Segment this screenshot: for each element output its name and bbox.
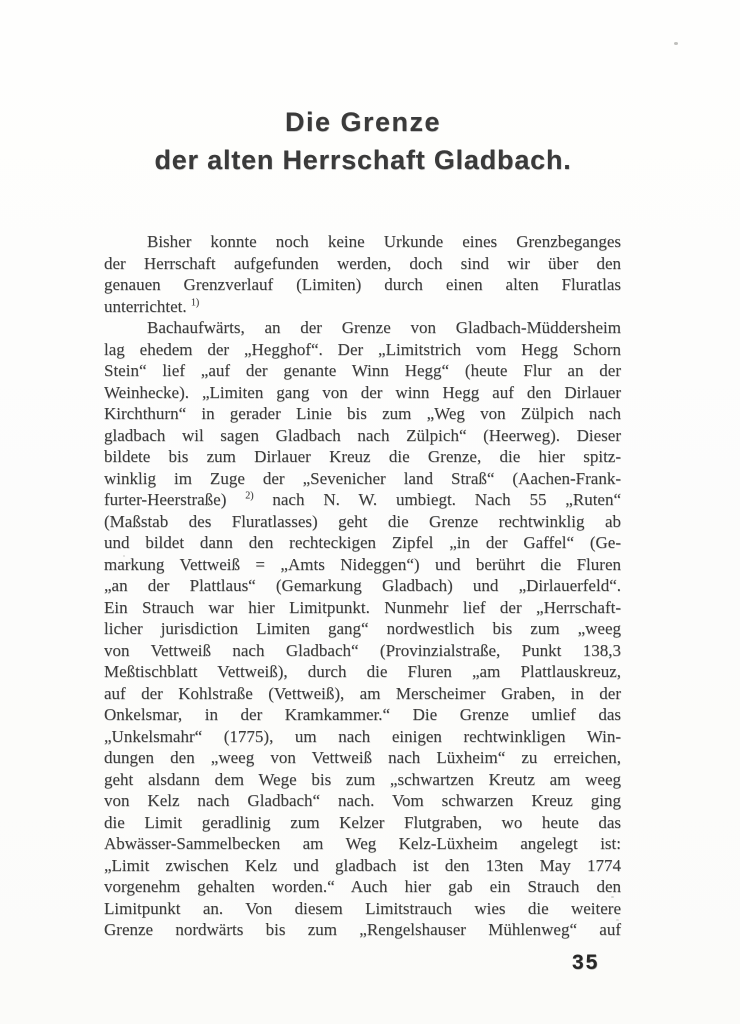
- text-line: vorgenehm gehalten worden.“ Auch hier gab ein Strauch den: [104, 877, 621, 896]
- text-line: „Unkelsmahr“ (1775), um nach einigen rechtwinkligen Win-: [104, 726, 621, 746]
- footnote-marker: 1): [190, 296, 200, 308]
- text-line: „an der Plattlaus“ (Gemarkung Gladbach) und „Dirlauerfeld“.: [104, 576, 621, 595]
- text-line: Stein“ lief „auf der genante Winn Hegg“ (heute Flur an der: [104, 361, 621, 380]
- page-title: [104, 103, 622, 179]
- text-line: winklig im Zuge der „Sevenicher land Straß“ (Aachen-Frank-: [104, 468, 621, 488]
- text-line: Onkelsmar, in der Kramkammer.“ Die Grenze umlief das: [104, 705, 621, 724]
- text-line: Meßtischblatt Vettweiß), durch die Fluren „am Plattlauskreuz,: [104, 662, 621, 681]
- scan-speck: [674, 42, 678, 45]
- text-line: Grenze nordwärts bis zum „Rengelshauser Mühlenweg“ auf: [104, 920, 621, 939]
- text-line: Ein Strauch war hier Limitpunkt. Nunmehr lief der „Herrschaft-: [104, 597, 621, 617]
- page-number: 35: [572, 951, 600, 974]
- text-line: Limitpunkt an. Von diesem Limitstrauch wies die weitere: [104, 898, 621, 918]
- text-line: lag ehedem der „Hegghof“. Der „Limitstrich vom Hegg Schorn: [104, 339, 621, 359]
- text-line: gladbach wil sagen Gladbach nach Zülpich“ (Heerweg). Dieser: [104, 425, 621, 445]
- text-line: Kirchthurn“ in gerader Linie bis zum „Weg von Zülpich nach: [104, 404, 621, 423]
- scan-speck: [616, 919, 619, 921]
- text-line: markung Vettweiß = „Amts Nideggen“) und berührt die Fluren: [104, 554, 621, 574]
- text-line: die Limit geradlinig zum Kelzer Flutgraben, wo heute das: [104, 812, 621, 832]
- text-line: von Kelz nach Gladbach“ nach. Vom schwarzen Kreuz ging: [104, 791, 621, 810]
- text-line: dungen den „weeg von Vettweiß nach Lüxheim“ zu erreichen,: [104, 748, 621, 767]
- text-line: „Limit zwischen Kelz und gladbach ist den 13ten May 1774: [104, 855, 621, 875]
- text-line: Abwässer-Sammelbecken am Weg Kelz-Lüxheim angelegt ist:: [104, 834, 621, 853]
- text-line: furter-Heerstraße) $^{2)}$ nach N. W. umbiegt. Nach 55 „Ruten“: [104, 490, 622, 509]
- text-line: Bachaufwärts, an der Grenze von Gladbach-Müddersheim: [147, 318, 621, 337]
- text-line: und bildet dann den rechteckigen Zipfel „in der Gaffel“ (Ge-: [104, 533, 621, 552]
- text-line: auf der Kohlstraße (Vettweiß), am Merscheimer Graben, in der: [104, 683, 621, 703]
- text-line: (Maßstab des Fluratlasses) geht die Grenze rechtwinklig ab: [104, 511, 621, 531]
- text-line: geht alsdann dem Wege bis zum „schwartzen Kreutz am weeg: [104, 769, 621, 789]
- text-line: von Vettweiß nach Gladbach“ (Provinzialstraße, Punkt 138,3: [104, 640, 621, 660]
- text-line: bildete bis zum Dirlauer Kreuz die Grenze, die hier spitz-: [104, 447, 621, 466]
- text-line: Weinhecke). „Limiten gang von der winn Hegg auf den Dirlauer: [104, 382, 621, 402]
- text-line: licher jurisdiction Limiten gang“ nordwestlich bis zum „weeg: [104, 619, 621, 638]
- text-line: Bisher konnte noch keine Urkunde eines Grenzbeganges: [147, 232, 621, 251]
- scan-speck: [123, 555, 125, 557]
- text-line: genauen Grenzverlauf (Limiten) durch einen alten Fluratlas: [104, 275, 621, 294]
- body-text: [104, 231, 621, 941]
- text-line: unterrichtet. $^{1)}$: [104, 296, 200, 316]
- page-title-line-1: Die Grenze: [284, 107, 442, 137]
- page-title-line-2: der alten Herrschaft Gladbach.: [154, 145, 572, 175]
- scan-speck: [611, 896, 614, 898]
- text-line: der Herrschaft aufgefunden werden, doch sind wir über den: [104, 253, 621, 273]
- footnote-marker: 2): [245, 490, 254, 502]
